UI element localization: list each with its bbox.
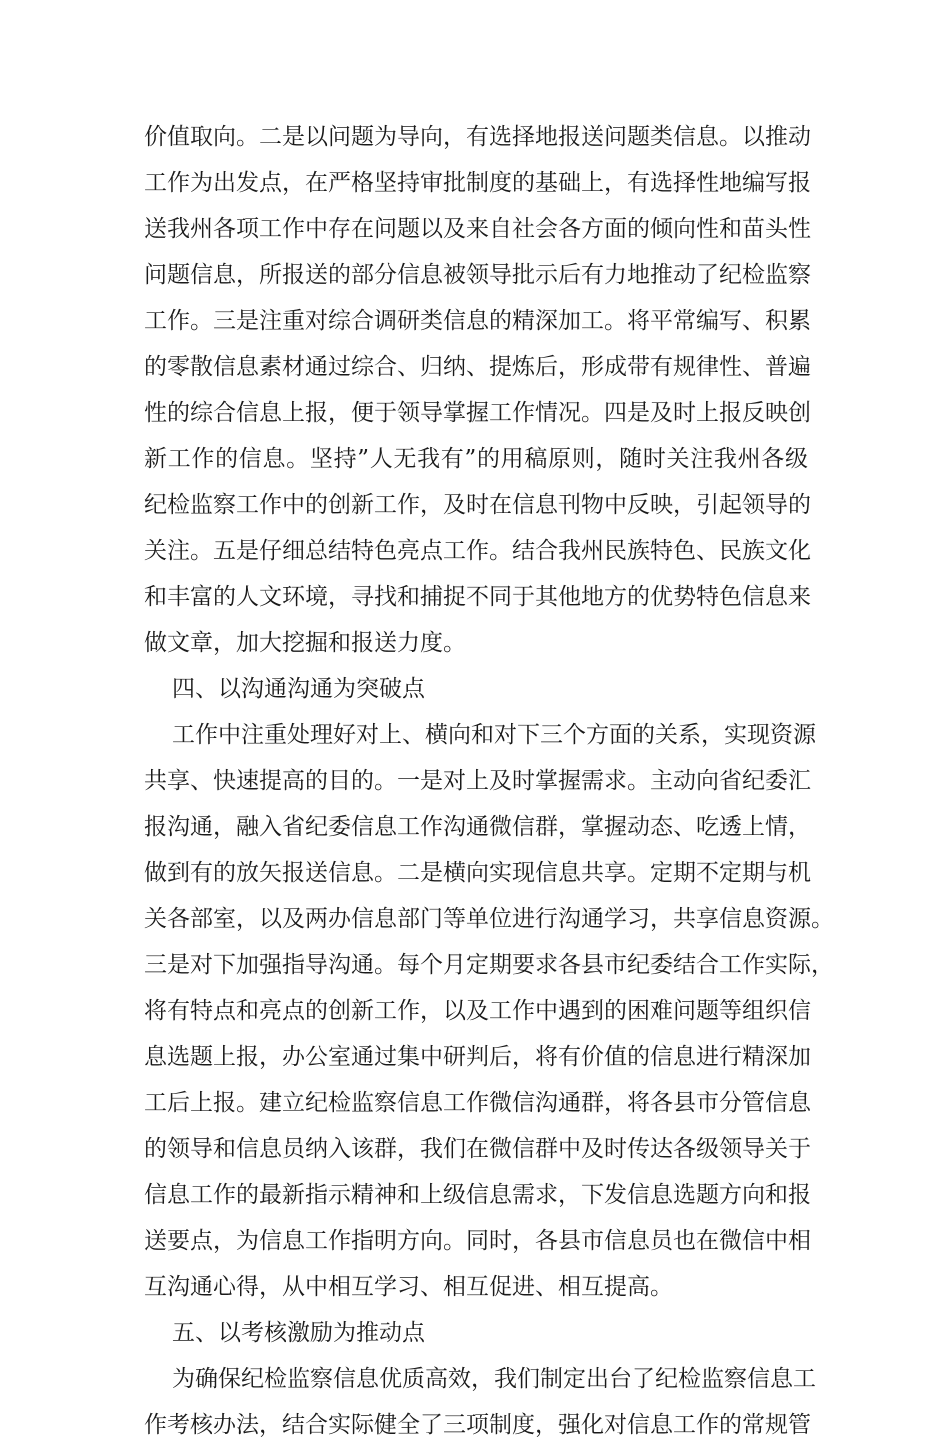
text-line: 将有特点和亮点的创新工作，以及工作中遇到的困难问题等组织信 xyxy=(144,998,811,1024)
text-line: 做文章，加大挖掘和报送力度。 xyxy=(144,630,466,656)
text-line: 的领导和信息员纳入该群，我们在微信群中及时传达各级领导关于 xyxy=(144,1136,811,1162)
section-heading: 四、以沟通沟通为突破点 xyxy=(172,676,425,702)
section-heading: 五、以考核激励为推动点 xyxy=(172,1320,425,1346)
text-line: 工作。三是注重对综合调研类信息的精深加工。将平常编写、积累 xyxy=(144,308,811,334)
text-line: 送要点，为信息工作指明方向。同时，各县市信息员也在微信中相 xyxy=(144,1228,811,1254)
text-line: 工作为出发点，在严格坚持审批制度的基础上，有选择性地编写报 xyxy=(144,170,811,196)
text-line: 送我州各项工作中存在问题以及来自社会各方面的倾向性和苗头性 xyxy=(144,216,811,242)
text-line: 报沟通，融入省纪委信息工作沟通微信群，掌握动态、吃透上情， xyxy=(144,814,811,840)
text-line: 的零散信息素材通过综合、归纳、提炼后，形成带有规律性、普遍 xyxy=(144,354,811,380)
text-line: 关注。五是仔细总结特色亮点工作。结合我州民族特色、民族文化 xyxy=(144,538,811,564)
text-line: 新工作的信息。坚持”人无我有”的用稿原则，随时关注我州各级 xyxy=(144,446,808,472)
text-line: 息选题上报，办公室通过集中研判后，将有价值的信息进行精深加 xyxy=(144,1044,811,1070)
text-line: 三是对下加强指导沟通。每个月定期要求各县市纪委结合工作实际， xyxy=(144,952,834,978)
text-line: 信息工作的最新指示精神和上级信息需求，下发信息选题方向和报 xyxy=(144,1182,811,1208)
text-line: 工作中注重处理好对上、横向和对下三个方面的关系，实现资源 xyxy=(172,722,816,748)
text-line: 性的综合信息上报，便于领导掌握工作情况。四是及时上报反映创 xyxy=(144,400,811,426)
text-line: 问题信息，所报送的部分信息被领导批示后有力地推动了纪检监察 xyxy=(144,262,811,288)
text-line: 为确保纪检监察信息优质高效，我们制定出台了纪检监察信息工 xyxy=(172,1366,816,1392)
text-line: 共享、快速提高的目的。一是对上及时掌握需求。主动向省纪委汇 xyxy=(144,768,811,794)
document-body xyxy=(144,114,834,1448)
text-line: 和丰富的人文环境，寻找和捕捉不同于其他地方的优势特色信息来 xyxy=(144,584,811,610)
text-line: 工后上报。建立纪检监察信息工作微信沟通群，将各县市分管信息 xyxy=(144,1090,811,1116)
text-line: 作考核办法，结合实际健全了三项制度，强化对信息工作的常规管 xyxy=(144,1412,811,1438)
text-line: 做到有的放矢报送信息。二是横向实现信息共享。定期不定期与机 xyxy=(144,860,811,886)
text-line: 关各部室，以及两办信息部门等单位进行沟通学习，共享信息资源。 xyxy=(144,906,834,932)
text-line: 互沟通心得，从中相互学习、相互促进、相互提高。 xyxy=(144,1274,673,1300)
text-line: 价值取向。二是以问题为导向，有选择地报送问题类信息。以推动 xyxy=(144,124,811,150)
text-line: 纪检监察工作中的创新工作，及时在信息刊物中反映，引起领导的 xyxy=(144,492,811,518)
